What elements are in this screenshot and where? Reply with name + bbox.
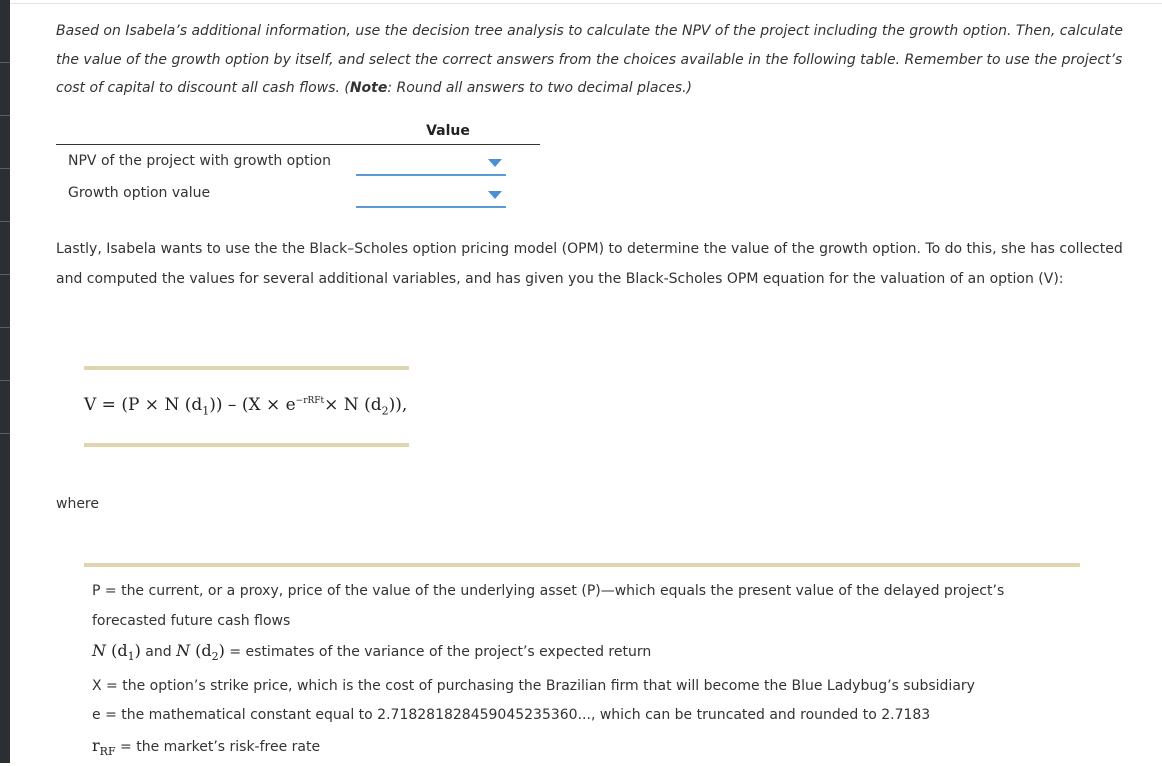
definitions-list	[84, 577, 1080, 766]
equation-bottom-rule	[84, 443, 409, 447]
sidebar-divider	[0, 168, 10, 169]
row-value-cell	[356, 177, 540, 209]
black-scholes-intro: Lastly, Isabela wants to use the the Black–Scholes option pricing model (OPM) to determine the value of the growth option. To do this, she has collected and computed the values for several additional variables, and has given you the Black-Scholes OPM equation for the valuation of an option (V):	[56, 241, 1123, 287]
table-row	[56, 145, 540, 178]
math-n-d2: N $(d_2)$	[176, 641, 225, 664]
sidebar-divider	[0, 221, 10, 222]
growth-option-dropdown[interactable]	[356, 182, 506, 208]
row-label: Growth option value	[68, 185, 211, 201]
sidebar-divider	[0, 274, 10, 275]
where-label: where	[56, 496, 99, 512]
def-e: e = the mathematical constant equal to 2.7182818284590452353​60..., which can be truncated and rounded to 2.7183	[92, 707, 931, 724]
eq-part: V = (P × N (d	[84, 395, 203, 415]
def-n	[92, 636, 1080, 672]
table-row	[56, 177, 540, 209]
note-label: Note	[349, 80, 388, 96]
def-rrf	[92, 731, 1080, 766]
def-rrf-text: = the market’s risk-free rate	[115, 738, 321, 755]
eq-sub: 1	[202, 404, 210, 418]
eq-part: )),	[388, 395, 408, 415]
math-rrf: $r_{RF}$	[92, 735, 116, 758]
eq-exponent: −rRFt	[295, 396, 325, 406]
intro-instructions	[56, 17, 1136, 103]
eq-part: )) – (X × e	[209, 395, 296, 415]
black-scholes-equation	[84, 395, 407, 417]
intro-text: Based on Isabela’s additional information, use the decision tree analysis to calculate the NPV of the project including the growth option. Then, calculate the value of the growth option by itself, and select the correct answers from the choices available in the following table. Remember to use the project’s cost of capital to discount all cash flows. (	[56, 23, 1124, 96]
math-n-d1: N $(d_1)$	[92, 641, 141, 664]
definitions-top-rule	[84, 563, 1080, 567]
table-header-row	[56, 118, 540, 145]
def-n-text: = estimates of the variance of the project’s expected return	[224, 644, 652, 660]
equation-top-rule	[84, 366, 409, 370]
eq-part: × N (d	[324, 395, 382, 415]
row-value-cell	[356, 145, 540, 178]
sidebar-divider	[0, 62, 10, 63]
definitions-box	[84, 563, 1080, 766]
equation-box	[84, 366, 409, 447]
eq-sub: 2	[381, 404, 389, 418]
caret-down-icon[interactable]	[488, 191, 502, 199]
note-text: : Round all answers to two decimal places.)	[387, 80, 693, 96]
def-x: X = the option’s strike price, which is the cost of purchasing the Brazilian firm that will become the Blue Ladybug’s subsidiary	[92, 677, 975, 694]
sidebar-divider	[0, 380, 10, 381]
sidebar-divider	[0, 433, 10, 434]
top-divider	[10, 3, 1162, 4]
def-p: P = the current, or a proxy, price of the value of the underlying asset (P)—which equals the present value of the delayed project’s forecasted future cash flows	[92, 583, 1005, 629]
def-n-and: and	[140, 644, 177, 660]
left-sidebar	[0, 0, 10, 763]
sidebar-divider	[0, 115, 10, 116]
header-value: Value	[356, 118, 540, 145]
row-label: NPV of the project with growth option	[68, 153, 331, 169]
npv-growth-dropdown[interactable]	[356, 150, 506, 176]
answer-table	[56, 118, 540, 209]
header-blank	[56, 118, 356, 145]
caret-down-icon[interactable]	[488, 159, 502, 167]
sidebar-divider	[0, 327, 10, 328]
